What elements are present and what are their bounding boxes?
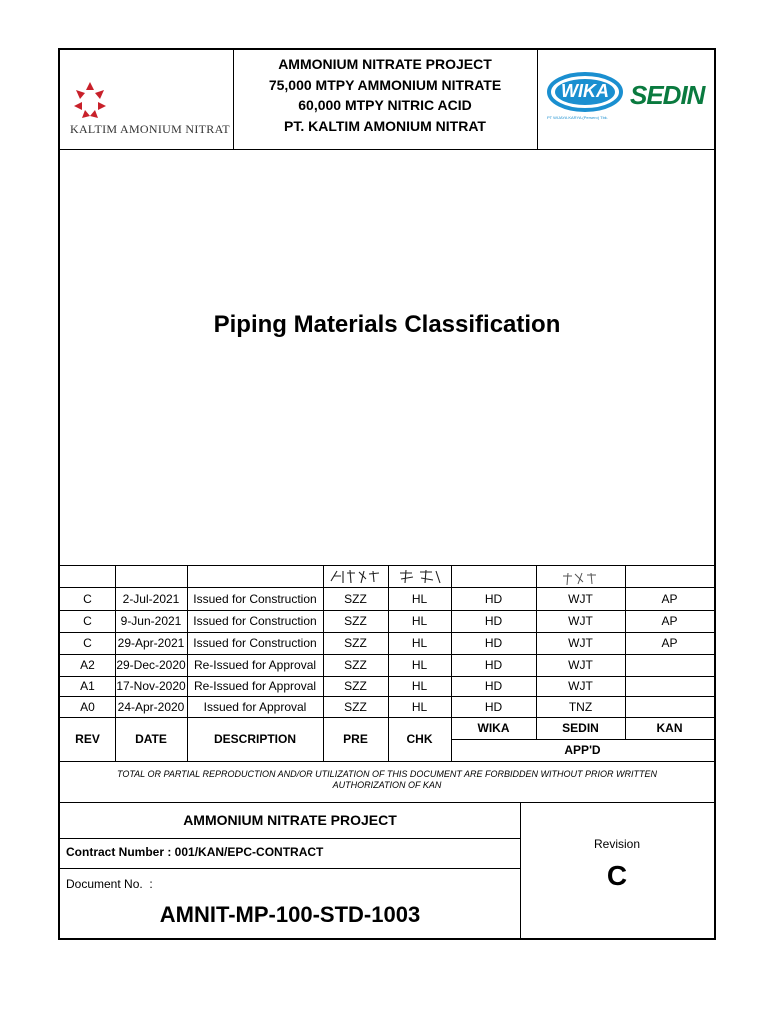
cell-rev: A2 (80, 658, 95, 672)
cell-chk: HL (411, 614, 428, 628)
cell-sedin: WJT (568, 614, 593, 628)
wika-sub-text: PT WIJAYA KARYA (Persero) Tbk. (547, 115, 608, 120)
wika-logo (547, 72, 627, 124)
kan-company-name: KALTIM AMONIUM NITRAT (70, 122, 230, 136)
sedin-logo (630, 72, 710, 120)
col-header-description: DESCRIPTION (213, 732, 296, 746)
col-header-rev: REV (75, 732, 100, 746)
document-no-label: Document No. : (66, 877, 153, 891)
cell-wika: HD (484, 591, 503, 606)
cell-chk: HL (411, 591, 428, 606)
cell-kan: AP (661, 591, 678, 606)
cell-pre: SZZ (344, 658, 367, 672)
header-title-line: 75,000 MTPY AMMONIUM NITRATE (268, 76, 502, 93)
cell-wika: HD (484, 658, 503, 672)
col-header-pre: PRE (343, 732, 368, 746)
cell-date: 29-Apr-2021 (117, 636, 185, 650)
cell-wika: HD (484, 636, 503, 650)
cell-kan (625, 654, 714, 676)
header-title-line: 60,000 MTPY NITRIC ACID (298, 97, 472, 113)
signature-pre (328, 568, 384, 586)
cell-chk: HL (411, 636, 428, 650)
revision-value: C (606, 860, 628, 891)
col-header-appd: APP'D (564, 743, 601, 757)
cell-chk: HL (411, 658, 428, 672)
kan-star-icon (70, 80, 110, 124)
cell-pre: SZZ (344, 614, 367, 628)
cell-description: Issued for Construction (193, 591, 317, 606)
col-header-sedin: SEDIN (562, 721, 599, 735)
cell-sedin: TNZ (568, 699, 593, 714)
cell-rev: C (83, 614, 92, 628)
cell-rev: A1 (80, 679, 95, 693)
header-title-line: AMMONIUM NITRATE PROJECT (278, 56, 492, 72)
cell-kan: AP (661, 614, 678, 628)
cell-sedin: WJT (568, 658, 593, 672)
signature-sedin (560, 570, 600, 588)
cell-description: Issued for Construction (193, 614, 317, 628)
document-number: AMNIT-MP-100-STD-1003 (159, 902, 421, 927)
document-title: Piping Materials Classification (213, 311, 561, 338)
cell-rev: A0 (80, 699, 95, 714)
cell-rev: C (83, 591, 92, 606)
cell-pre: SZZ (344, 679, 367, 693)
reproduction-notice: TOTAL OR PARTIAL REPRODUCTION AND/OR UTILIZATION OF THIS DOCUMENT ARE FORBIDDEN WITHOUT PRIOR WRITTEN AUTHORIZATION OF KAN (116, 769, 658, 790)
cell-wika: HD (484, 699, 503, 714)
cell-chk: HL (411, 699, 428, 714)
cell-date: 9-Jun-2021 (120, 614, 182, 628)
col-header-chk: CHK (406, 732, 433, 746)
cell-pre: SZZ (344, 591, 367, 606)
cell-rev: C (83, 636, 92, 650)
cell-sedin: WJT (568, 679, 593, 693)
cell-date: 29-Dec-2020 (116, 658, 186, 672)
header-title-line: PT. KALTIM AMONIUM NITRAT (284, 117, 486, 134)
cell-date: 2-Jul-2021 (122, 591, 180, 606)
cell-kan (625, 696, 714, 717)
cell-date: 17-Nov-2020 (116, 679, 186, 693)
cell-chk: HL (411, 679, 428, 693)
col-header-kan: KAN (656, 721, 683, 735)
cell-wika: HD (484, 679, 503, 693)
cell-description: Re-Issued for Approval (193, 658, 317, 672)
signature-chk (396, 568, 446, 586)
cell-description: Issued for Construction (193, 636, 317, 650)
wika-logo-text: WIKA (561, 81, 609, 101)
cell-sedin: WJT (568, 591, 593, 606)
cell-pre: SZZ (344, 699, 367, 714)
cell-date: 24-Apr-2020 (117, 699, 185, 714)
cell-wika: HD (484, 614, 503, 628)
kan-logo (66, 78, 232, 144)
cell-kan (625, 676, 714, 696)
footer-project-name: AMMONIUM NITRATE PROJECT (183, 812, 397, 828)
col-header-wika: WIKA (477, 721, 510, 735)
cell-kan: AP (661, 636, 678, 650)
col-header-date: DATE (135, 732, 167, 746)
revision-label: Revision (593, 837, 641, 851)
cell-sedin: WJT (568, 636, 593, 650)
cell-description: Issued for Approval (203, 699, 307, 714)
header-title-block (233, 54, 537, 142)
cell-description: Re-Issued for Approval (193, 679, 317, 693)
contract-number: Contract Number : 001/KAN/EPC-CONTRACT (66, 845, 324, 859)
cell-pre: SZZ (344, 636, 367, 650)
document-page (58, 48, 716, 940)
sedin-logo-text: SEDIN (630, 80, 705, 110)
